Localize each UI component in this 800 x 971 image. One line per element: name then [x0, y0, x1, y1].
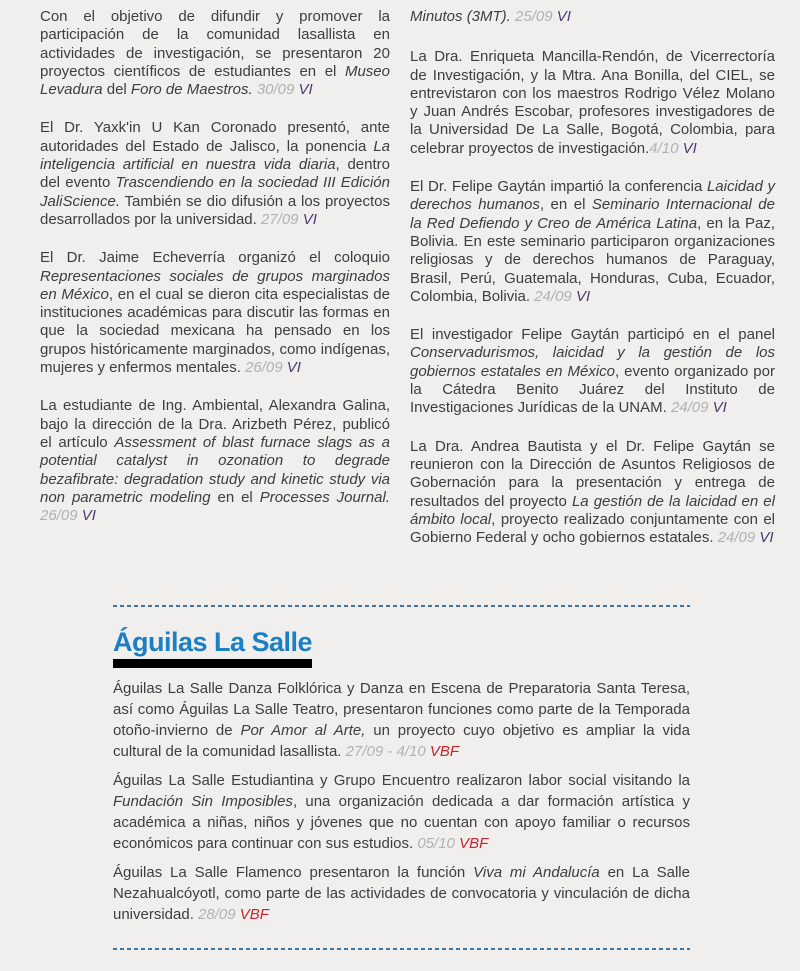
italic-title-segment: Fundación Sin Imposibles — [113, 793, 293, 810]
title-underline-bar — [113, 659, 312, 668]
author-initials-tag: VI — [575, 287, 591, 305]
date-stamp: 26/09 — [40, 507, 78, 525]
aguilas-paragraph — [113, 678, 690, 762]
text-segment: , en la Paz, Bolivia. En este seminario participaron organizaciones religiosas y de derechos humanos de Paraguay, Brasil, Perú, Guatemala, Honduras, Cuba, Ecuador, Colombia, Bolivia. — [410, 214, 775, 305]
italic-title-segment: Laicidad y derechos humanos — [410, 178, 775, 214]
text-segment: El Dr. Jaime Echeverría organizó el coloquio — [40, 249, 390, 267]
news-paragraph — [40, 249, 390, 377]
aguilas-section — [0, 607, 800, 925]
author-initials-tag: VBF — [239, 906, 269, 923]
text-segment: , una organización dedicada a dar formación artística y académica a niñas, niños y jóvenes que no cuentan con apoyo familiar o recursos económicos para continuar con sus estudios. — [113, 793, 690, 852]
text-segment: También se dio difusión a los proyectos desarrollados por la universidad. — [40, 192, 390, 228]
italic-title-segment: Seminario Internacional de la Red Defiendo y Creo de América Latina — [410, 196, 775, 232]
section-title: Águilas La Salle — [113, 627, 313, 657]
text-segment: , evento organizado por la Cátedra Benito Juárez del Instituto de Investigaciones Jurídicas de la UNAM. — [410, 362, 775, 417]
author-initials-tag: VI — [682, 139, 697, 157]
author-initials-tag: VI — [286, 359, 301, 377]
date-stamp: 27/09 - 4/10 — [345, 743, 426, 760]
italic-title-segment: Museo Levadura — [40, 62, 390, 99]
italic-title-segment: Minutos (3MT). — [410, 8, 511, 25]
section-divider-bottom — [113, 948, 690, 950]
italic-title-segment: Por Amor al Arte, — [240, 722, 366, 739]
text-segment: El Dr. Felipe Gaytán impartió la conferencia — [410, 178, 707, 196]
news-paragraph — [410, 178, 775, 306]
italic-title-segment: Processes Journal. — [259, 488, 390, 506]
aguilas-paragraph — [113, 770, 690, 854]
author-initials-tag: VI — [302, 210, 317, 228]
italic-title-segment: Conservadurismos, laicidad y la gestión de los gobiernos estatales en México — [410, 344, 775, 380]
text-segment: en el — [210, 488, 260, 506]
news-paragraph — [410, 438, 775, 548]
date-stamp: 24/09 — [534, 287, 572, 305]
author-initials-tag: VI — [81, 507, 96, 525]
italic-title-segment: Assessment of blast furnace slags as a potential catalyst in ozonation to degrade bezafibrate: degradation study and kinetic study via non parametric modeling — [40, 433, 390, 506]
news-paragraph — [410, 48, 775, 158]
date-stamp: 28/09 — [198, 906, 236, 923]
news-column-left — [40, 8, 390, 599]
news-paragraph — [40, 119, 390, 229]
text-segment: , proyecto realizado conjuntamente con el Gobierno Federal y ocho gobiernos estatales. — [410, 510, 776, 547]
date-stamp: 30/09 — [256, 81, 295, 99]
italic-title-segment: Viva mi Andalucía — [473, 864, 600, 881]
date-stamp: 26/09 — [245, 359, 283, 377]
text-segment: , en el cual se dieron cita especialistas de instituciones académicas para discutir las formas en que la sociedad mexicana ha pensado en los grupos históricamente marginados, como indígenas, mujeres y enfermos mentales. — [40, 285, 390, 377]
italic-title-segment: Trascendiendo en la sociedad III Edición JaliScience. — [40, 174, 390, 210]
text-segment: Águilas La Salle Danza Folklórica y Danza en Escena de Preparatoria Santa Teresa, así como Águilas La Salle Teatro, presentaron funciones como parte de la Temporada otoño-invierno de — [113, 680, 690, 739]
author-initials-tag: VBF — [459, 835, 489, 852]
text-segment: un proyecto cuyo objetivo es ampliar la vida cultural de la comunidad lasallista. — [113, 722, 690, 760]
date-stamp: 24/09 — [717, 529, 756, 547]
date-stamp: 27/09 — [260, 210, 299, 228]
italic-title-segment: Foro de Maestros. — [130, 81, 253, 99]
author-initials-tag: VI — [298, 81, 313, 99]
text-segment: , dentro del evento — [40, 156, 390, 192]
section-title-block — [113, 627, 312, 668]
text-segment: Con el objetivo de difundir y promover la participación de la comunidad lasallista en actividades de investigación, se presentaron 20 proyectos científicos de estudiantes en el — [40, 8, 390, 80]
date-stamp: 25/09 — [515, 8, 553, 25]
text-segment: El Dr. Yaxk'in U Kan Coronado presentó, ante autoridades del Estado de Jalisco, la ponencia — [40, 119, 390, 155]
author-initials-tag: VBF — [429, 743, 460, 760]
italic-title-segment: La gestión de la laicidad en el ámbito local — [410, 492, 775, 528]
date-stamp: 24/09 — [670, 399, 709, 417]
author-initials-tag: VI — [712, 399, 727, 417]
text-segment: del — [102, 81, 131, 99]
news-paragraph — [40, 8, 390, 99]
text-segment: La Dra. Enriqueta Mancilla-Rendón, de Vicerrectoría de Investigación, y la Mtra. Ana Bonilla, del CIEL, se entrevistaron con los maestros Rodrigo Vélez Molano y Juan Andrés Escobar, profesores investigadores de la Universidad De La Salle, Bogotá, Colombia, para celebrar proyectos de investigación. — [410, 48, 775, 157]
text-segment: , en el — [539, 196, 592, 214]
news-paragraph — [410, 326, 775, 417]
text-segment: La Dra. Andrea Bautista y el Dr. Felipe Gaytán se reunieron con la Dirección de Asuntos Religiosos de Gobernación para la presentación y entrega de resultados del proyecto — [410, 437, 775, 510]
news-paragraph — [40, 397, 390, 525]
news-paragraph-continuation — [410, 8, 775, 26]
text-segment: en La Salle Nezahualcóyotl, como parte de las actividades de convocatoria y vinculación de dicha universidad. — [113, 864, 690, 923]
text-segment: Águilas La Salle Estudiantina y Grupo Encuentro realizaron labor social visitando la — [113, 772, 690, 789]
text-segment: Águilas La Salle Flamenco presentaron la función — [113, 864, 474, 881]
date-stamp: 4/10 — [649, 139, 679, 157]
text-segment: El investigador Felipe Gaytán participó en el panel — [410, 326, 775, 344]
italic-title-segment: Representaciones sociales de grupos marginados en México — [40, 267, 390, 303]
italic-title-segment: La inteligencia artificial en nuestra vida diaria — [40, 137, 390, 174]
author-initials-tag: VI — [556, 8, 571, 25]
date-stamp: 05/10 — [417, 835, 455, 852]
news-column-right — [410, 8, 775, 599]
author-initials-tag: VI — [759, 529, 774, 547]
text-segment: La estudiante de Ing. Ambiental, Alexandra Galina, bajo la dirección de la Dra. Arizbeth Pérez, publicó el artículo — [40, 397, 390, 451]
aguilas-paragraph — [113, 862, 690, 925]
